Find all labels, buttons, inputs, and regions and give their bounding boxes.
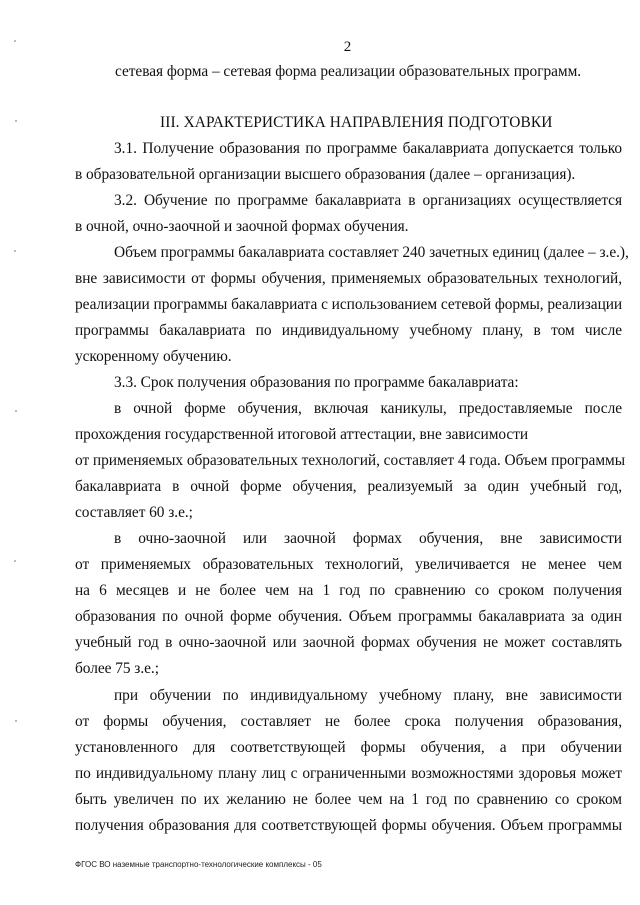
text-line: бакалавриата в очной форме обучения, реализуемый за один учебный год, [75, 478, 622, 495]
text-line: программы бакалавриата по индивидуальному учебному плану, в том числе [75, 322, 622, 339]
page-footer: ФГОС ВО наземные транспортно-технологические комплексы - 05 [75, 860, 322, 869]
scan-speck [14, 250, 16, 252]
text-line: составляет 60 з.е.; [75, 504, 193, 521]
text-line: от формы обучения, составляет не более срока получения образования, [75, 713, 622, 730]
page-number: 2 [343, 39, 352, 55]
text-line: от применяемых образовательных технологий, составляет 4 года. Объем программы [75, 452, 625, 469]
text-line: в очной форме обучения, включая каникулы, предоставляемые после [114, 400, 622, 417]
text-line: получения образования для соответствующей формы обучения. Объем программы [75, 817, 622, 834]
text-line: в очной, очно-заочной и заочной формах обучения. [75, 218, 409, 235]
text-line: на 6 месяцев и не более чем на 1 год по сравнению со сроком получения [75, 582, 622, 599]
text-line: более 75 з.е.; [75, 660, 159, 677]
text-line: от применяемых образовательных технологий, увеличивается не менее чем [75, 556, 622, 573]
text-line: сетевая форма – сетевая форма реализации образовательных программ. [115, 63, 582, 80]
text-line: по индивидуальному плану лиц с ограниченными возможностями здоровья может [75, 765, 622, 782]
text-line: вне зависимости от формы обучения, применяемых образовательных технологий, [75, 270, 622, 287]
text-line: ускоренному обучению. [75, 348, 232, 365]
text-line: учебный год в очно-заочной или заочной формах обучения не может составлять [75, 634, 622, 651]
scan-speck [14, 40, 16, 42]
text-line: при обучении по индивидуальному учебному плану, вне зависимости [114, 687, 622, 704]
scan-speck [15, 410, 17, 412]
text-line: 3.2. Обучение по программе бакалавриата в организациях осуществляется [114, 192, 622, 209]
scan-speck [15, 720, 17, 722]
section-heading: III. ХАРАКТЕРИСТИКА НАПРАВЛЕНИЯ ПОДГОТОВКИ [160, 114, 553, 131]
text-line: образования по очной форме обучения. Объем программы бакалавриата за один [75, 608, 622, 625]
text-line: в образовательной организации высшего образования (далее – организация). [75, 166, 576, 183]
text-line: 3.1. Получение образования по программе бакалавриата допускается только [114, 140, 622, 157]
text-line: быть увеличен по их желанию не более чем на 1 год по сравнению со сроком [75, 791, 622, 808]
text-line: прохождения государственной итоговой аттестации, вне зависимости [75, 426, 529, 443]
text-line: реализации программы бакалавриата с использованием сетевой формы, реализации [75, 296, 623, 313]
scan-speck [14, 560, 16, 562]
text-line: Объем программы бакалавриата составляет 240 зачетных единиц (далее – з.е.), [114, 244, 629, 261]
text-line: в очно-заочной или заочной формах обучения, вне зависимости [114, 530, 622, 547]
text-line: установленного для соответствующей формы обучения, а при обучении [75, 739, 622, 756]
text-line: 3.3. Срок получения образования по программе бакалавриата: [114, 374, 519, 391]
scan-speck [15, 120, 17, 122]
